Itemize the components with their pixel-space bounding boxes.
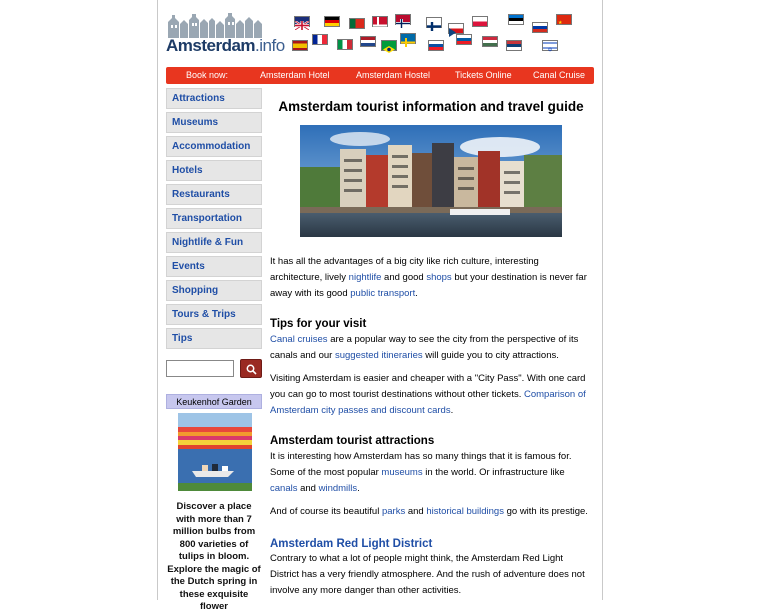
- sidebar-item-transportation[interactable]: Transportation: [166, 208, 262, 229]
- flag-icon-czech[interactable]: [448, 23, 464, 34]
- citypass-text-2: .: [450, 404, 454, 416]
- link-shops[interactable]: shops: [426, 271, 452, 283]
- promo-title[interactable]: Keukenhof Garden: [166, 394, 262, 409]
- flag-icon-english[interactable]: [294, 16, 310, 27]
- flag-icon-danish[interactable]: [372, 16, 388, 27]
- logo-text: [166, 36, 285, 56]
- search-icon: [246, 364, 257, 375]
- attractions-text-2: in the world. Or infrastructure like: [422, 466, 565, 478]
- flag-icon-russian[interactable]: [532, 22, 548, 33]
- attractions-text-1: It is interesting how Amsterdam has so many things that it is famous for. Some of the most popular: [270, 451, 572, 478]
- booking-nav-bar: [166, 67, 594, 84]
- sidebar-item-hotels[interactable]: Hotels: [166, 160, 262, 181]
- flag-icon-spanish[interactable]: [292, 40, 308, 51]
- intro-text-2: and good: [381, 271, 427, 283]
- tips-heading: Tips for your visit: [270, 318, 367, 330]
- attractions-text-4: .: [357, 482, 360, 494]
- flag-icon-finnish[interactable]: [426, 17, 442, 28]
- flag-icon-german[interactable]: [324, 16, 340, 27]
- tips-text-2: will guide you to city attractions.: [422, 349, 559, 361]
- redlight-paragraph: Contrary to what a lot of people might think, the Amsterdam Red Light District has a very friendly atmosphere. And the rush of adventure does not involve any more danger than other activities.: [270, 553, 585, 596]
- intro-text-4: .: [415, 287, 418, 299]
- site-logo[interactable]: [166, 12, 285, 58]
- search-button[interactable]: [240, 359, 262, 378]
- parks-text-1: And of course its beautiful: [270, 506, 382, 517]
- attractions-heading: Amsterdam tourist attractions: [270, 435, 435, 447]
- flag-icon-serbian[interactable]: [506, 40, 522, 51]
- flag-icon-italian[interactable]: [337, 39, 353, 50]
- parks-text-2: and: [405, 506, 427, 517]
- canal-houses-photo: [300, 125, 562, 237]
- sidebar-item-restaurants[interactable]: Restaurants: [166, 184, 262, 205]
- flag-icon-portuguese[interactable]: [349, 18, 365, 29]
- parks-text-3: go with its prestige.: [503, 506, 588, 517]
- link-museums[interactable]: museums: [381, 466, 423, 478]
- attractions-text-3: and: [297, 482, 319, 494]
- sidebar-item-tips[interactable]: Tips: [166, 328, 262, 349]
- sidebar-item-attractions[interactable]: Attractions: [166, 88, 262, 109]
- svg-text:★: ★: [558, 20, 563, 26]
- keukenhof-photo[interactable]: [178, 413, 252, 491]
- flag-icon-israeli[interactable]: [542, 40, 558, 54]
- flag-icon-dutch[interactable]: [360, 36, 376, 47]
- link-windmills[interactable]: windmills: [318, 482, 358, 494]
- link-suggested-itineraries[interactable]: suggested itineraries: [334, 349, 423, 361]
- logo-suffix: .info: [255, 36, 285, 55]
- page-title: Amsterdam tourist information and travel guide: [278, 99, 584, 114]
- book-now-label: Book now:: [186, 70, 229, 80]
- nav-tickets-online[interactable]: Tickets Online: [455, 70, 512, 80]
- page-container: [157, 0, 603, 612]
- sidebar-item-museums[interactable]: Museums: [166, 112, 262, 133]
- link-parks[interactable]: parks: [381, 506, 406, 517]
- flag-icon-slovak[interactable]: [428, 40, 444, 51]
- link-canal-cruises[interactable]: Canal cruises: [270, 334, 328, 345]
- sidebar-item-nightlife[interactable]: Nightlife & Fun: [166, 232, 262, 253]
- canal-houses-icon: [166, 12, 266, 38]
- link-canals[interactable]: canals: [270, 482, 298, 494]
- logo-name: Amsterdam: [166, 36, 256, 55]
- sidebar-menu: [166, 88, 262, 352]
- flag-icon-brazilian[interactable]: [381, 40, 397, 51]
- flag-icon-norwegian[interactable]: [395, 14, 411, 25]
- citypass-text-1: Visiting Amsterdam is easier and cheaper with a "City Pass". With one card you can go to most tourist destinations without other tickets.: [270, 373, 586, 400]
- flag-icon-slovenian[interactable]: [456, 34, 472, 45]
- nav-amsterdam-hostel[interactable]: Amsterdam Hostel: [356, 70, 431, 80]
- citypass-paragraph: [270, 371, 592, 418]
- sidebar-item-accommodation[interactable]: Accommodation: [166, 136, 262, 157]
- link-nightlife[interactable]: nightlife: [348, 271, 382, 283]
- promo-text: Discover a place with more than 7 million bulbs from 800 varieties of tulips in bloom. Explore the magic of the Dutch spring in these exquisite flower: [167, 501, 261, 612]
- flag-icon-chinese[interactable]: [556, 14, 572, 25]
- flag-icon-polish[interactable]: [472, 16, 488, 27]
- link-historical-buildings[interactable]: historical buildings: [426, 506, 504, 517]
- flag-icon-hungarian[interactable]: [482, 36, 498, 47]
- link-public-transport[interactable]: public transport: [350, 287, 416, 299]
- flag-icon-estonian[interactable]: [508, 14, 524, 25]
- sidebar-item-shopping[interactable]: Shopping: [166, 280, 262, 301]
- sidebar-item-events[interactable]: Events: [166, 256, 262, 277]
- link-city-pass-comparison[interactable]: Comparison of Amsterdam city passes and discount cards: [270, 388, 586, 416]
- sidebar-item-tours[interactable]: Tours & Trips: [166, 304, 262, 325]
- tips-text-1: are a popular way to see the city from the perspective of its canals and our: [270, 334, 579, 361]
- intro-paragraph: [270, 254, 592, 301]
- red-light-heading-link[interactable]: Amsterdam Red Light District: [270, 538, 433, 550]
- search-input[interactable]: [166, 360, 234, 377]
- svg-text:✡: ✡: [547, 47, 553, 54]
- attractions-paragraph: [270, 449, 592, 496]
- language-flags: [292, 14, 592, 54]
- flag-icon-swedish[interactable]: [400, 33, 416, 44]
- nav-amsterdam-hotel[interactable]: Amsterdam Hotel: [260, 70, 330, 80]
- intro-text-3: but your destination is never far away with its good: [270, 271, 587, 299]
- intro-text-1: It has all the advantages of a big city like rich culture, interesting architecture, lively: [270, 256, 539, 283]
- tips-paragraph: [270, 332, 592, 364]
- parks-paragraph: [270, 504, 592, 520]
- flag-icon-french[interactable]: [312, 34, 328, 45]
- nav-canal-cruise[interactable]: Canal Cruise: [533, 70, 586, 80]
- main-content: [270, 98, 592, 596]
